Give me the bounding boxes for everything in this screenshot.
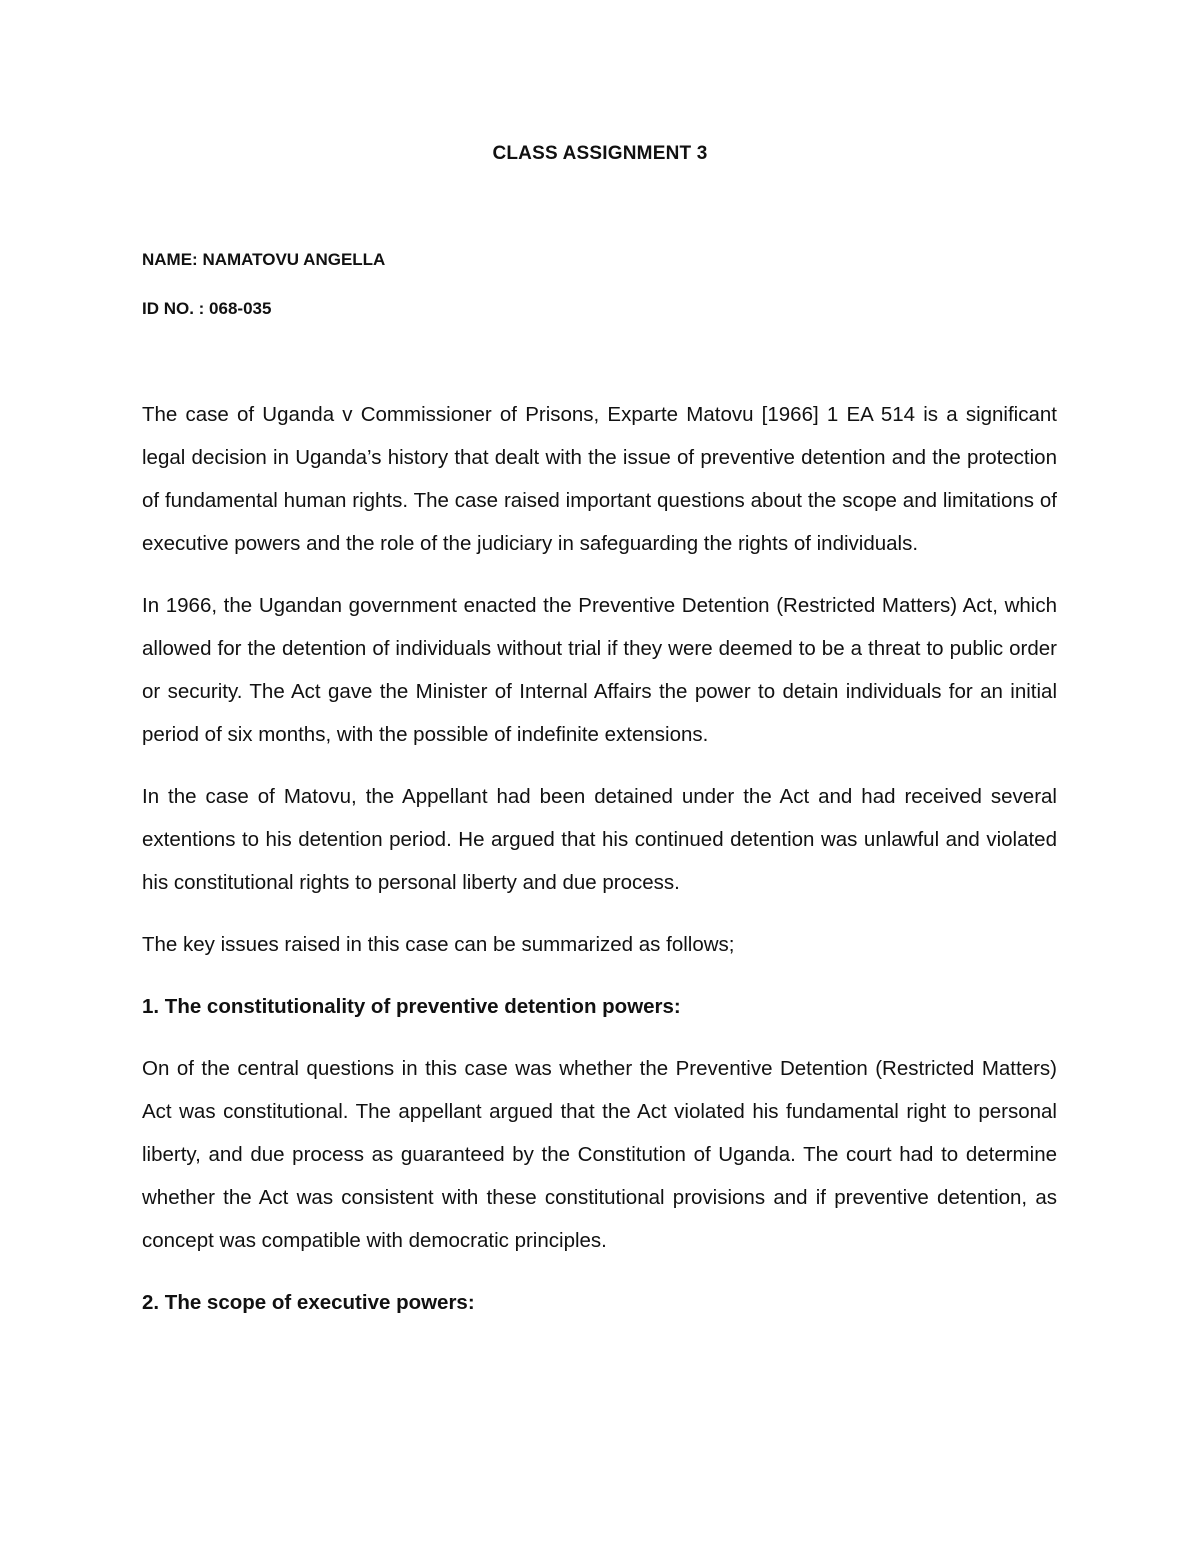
paragraph-intro: The case of Uganda v Commissioner of Prisons, Exparte Matovu [1966] 1 EA 514 is a significant legal decision in Uganda’s history that dealt with the issue of preventive detention and the protection of fundamental human rights. The case raised important questions about the scope and limitations of executive powers and the role of the judiciary in safeguarding the rights of individuals. [142, 403, 1057, 555]
paragraph-key-issues: The key issues raised in this case can be summarized as follows; [142, 933, 735, 956]
student-name: NAME: NAMATOVU ANGELLA [142, 250, 386, 269]
paragraph-constitutionality: On of the central questions in this case was whether the Preventive Detention (Restricted Matters) Act was constitutional. The appellant argued that the Act violated his fundamental right to personal liberty, and due process as guaranteed by the Constitution of Uganda. The court had to determine whether the Act was consistent with these constitutional provisions and if preventive detention, as concept was compatible with democratic principles. [142, 1057, 1057, 1252]
student-id: ID NO. : 068-035 [142, 299, 272, 318]
document-title: CLASS ASSIGNMENT 3 [492, 143, 708, 164]
heading-executive-powers: 2. The scope of executive powers: [142, 1291, 475, 1314]
paragraph-act: In 1966, the Ugandan government enacted the Preventive Detention (Restricted Matters) Act, which allowed for the detention of individuals without trial if they were deemed to be a threat to public order or security. The Act gave the Minister of Internal Affairs the power to detain individuals for an initial period of six months, with the possible of indefinite extensions. [142, 594, 1057, 746]
paragraph-matovu: In the case of Matovu, the Appellant had been detained under the Act and had received several extentions to his detention period. He argued that his continued detention was unlawful and violated his constitutional rights to personal liberty and due process. [142, 785, 1057, 894]
document-body [142, 393, 1057, 1343]
heading-constitutionality: 1. The constitutionality of preventive detention powers: [142, 995, 681, 1018]
